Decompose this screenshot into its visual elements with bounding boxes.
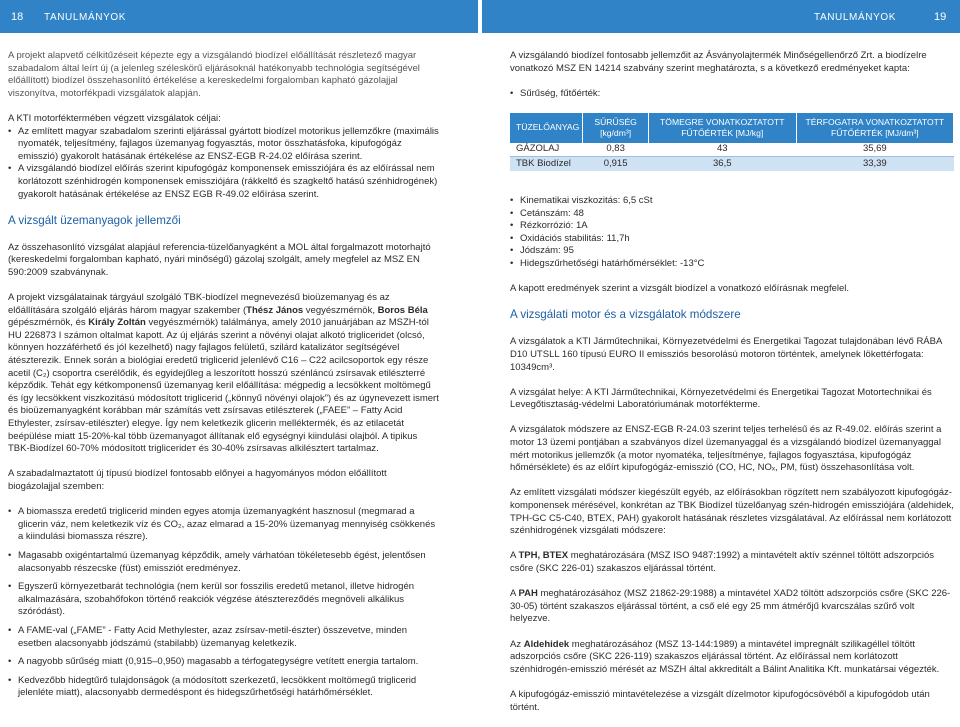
table-cell: 35,69 [796,143,953,157]
list-item: • Egyszerű környezetbarát technológia (nem kerül sor fosszilis eredetű metanol, illetve hidrogén alkalmazására, szobahőfokon történő reakciók végzése átésztereződés megnöveli alkálikus szóródást). [8,581,440,619]
inventor-name: Boros Béla [377,304,428,316]
left-page-header [0,0,478,33]
page-number-right: 19 [934,11,947,23]
list-item: • Jódszám: 95 [510,245,954,258]
list-item: • Hidegszűrhetőségi határhőmérséklet: -13°C [510,258,954,271]
table-cell: 0,83 [583,143,649,157]
list-item: • A FAME-val („FAME” - Fatty Acid Methylester, azaz zsírsav-metil-észter) összevetve, minden esetben alacsonyabb jódszámú (stabilabb) üzemanyag keletkezik. [8,625,440,650]
list-item: • Kinematikai viszkozitás: 6,5 cSt [510,195,954,208]
section-title-left: TANULMÁNYOK [44,12,126,23]
paragraph: A vizsgálat helye: A KTI Járműtechnikai, Környezetvédelmi és Energetikai Tagozat Motortechnikai és Levegőtisztaság-védelmi Laboratóriumának motorfékterme. [510,386,932,411]
paragraph: A vizsgálatok módszere az ENSZ-EGB R-24.03 szerint teljes terhelésű és az R-49.02. előírás szerint a motor 13 üzemi pontjában a szabványos dízel üzemanyaggal és a vizsgálandó biodízel üzemanyaggal mért motorikus jellemzők (a motor nyomatéka, teljesítménye, fajlagos fogyasztása, kipufogógáz hőmérséklete) és az előírt kipufogógáz-emisszió (CO, HC, NOₓ, PM, füst) összehasonlítása volt. [510,424,942,474]
paragraph: A TPH, BTEX meghatározására (MSZ ISO 9487:1992) a mintavételt aktív szénnel töltött adszorpciós csőre (SKC 226-01) szakaszos eljárással történt. [510,550,935,574]
section-heading-fuels: A vizsgált üzemanyagok jellemzői [8,213,181,227]
list-item: • Cetánszám: 48 [510,208,954,221]
column-header: SŰRŰSÉG [kg/dm³] [583,113,649,143]
table-cell: 36,5 [648,157,796,171]
paragraph: A kapott eredmények szerint a vizsgált biodízel a vonatkozó előírásnak megfelel. [510,283,850,295]
table-cell: 33,39 [796,157,953,171]
paragraph: A PAH meghatározásához (MSZ 21862-29:1988) a mintavétel XAD2 töltött adszorpciós csőre (SKC 226-30-05) történt szakaszos eljárással történt, a cső elé egy 25 mm átmérőjű kvarcszálas szűrő volt helyezve. [510,588,951,625]
right-column [510,50,954,727]
right-page-header [482,0,960,33]
goals-title: A KTI motorféktermében végzett vizsgálatok céljai: [8,112,221,124]
table-row [510,157,954,171]
goals-list [8,126,440,202]
paragraph: A szabadalmaztatott új típusú biodízel fontosabb előnyei a hagyományos módon előállított biogázolajjal szemben: [8,468,387,492]
inventor-name: Thész János [246,304,304,316]
list-item: • A biomassza eredetű triglicerid minden egyes atomja üzemanyagként hasznosul (megmarad a glicerin váz, nem keletkezik víz és CO₂, azaz elmarad a 15-20% üzemanyag mennyiség csökkenés a kiindulási biomassza részre). [8,506,440,544]
list-item: • Rézkorrózió: 1A [510,220,954,233]
table-cell: TBK Biodízel [510,157,583,171]
list-item: • Az említett magyar szabadalom szerinti eljárással gyártott biodízel motorikus jellemzőkre (maximális nyomaték, teljesítmény, fajlagos üzemanyag fogyasztás, motor összhatásfoka, kipufogógáz emisszió) gyakorolt hatásának értékelése az ENSZ-EGB R-24.02 előírása szerint. [8,126,440,164]
page-number-left: 18 [11,11,24,23]
advantages-list [8,506,440,700]
table-cell: 43 [648,143,796,157]
inventor-name: Király Zoltán [88,317,146,329]
section-title-right: TANULMÁNYOK [814,12,896,23]
paragraph: Az Aldehidek meghatározásához (MSZ 13-144:1989) a mintavétel impregnált szilikagéllel töltött adszorpciós csőre (SKC 226-119) szakaszos eljárással történt. Az előírással nem korlátozott szénhidrogén-emisszió mérését az MSZH által akkreditált a Bálint Analitika Kft. munkatársai végezték. [510,638,940,675]
table-header-row [510,113,954,143]
list-item: • Oxidációs stabilitás: 11,7h [510,233,954,246]
list-item: • Kedvezőbb hidegtűrő tulajdonságok (a módosított szerkezetű, lecsökkent moltömegű triglicerid jelenléte miatt), alacsonyabb dermedéspont és hidegszűrhetőségi határhőmérséklet. [8,675,440,700]
table-row [510,143,954,157]
paragraph: A vizsgálatok a KTI Járműtechnikai, Környezetvédelmi és Energetikai Tagozat tulajdonában lévő RÁBA D10 UTSLL 160 típusú EURO II emissziós besorolású motoron történtek, amelynek lökettérfogata: 10349cm³. [510,336,942,373]
table-cell: GÁZOLAJ [510,143,583,157]
density-bullet: • Sűrűség, fűtőérték: [510,88,954,101]
column-header: TÜZELŐANYAG [510,113,583,143]
column-header: TÖMEGRE VONATKOZTATOTT FŰTŐÉRTÉK [MJ/kg] [648,113,796,143]
paragraph: A projekt vizsgálatainak tárgyául szolgáló TBK-biodízel megnevezésű bioüzemanyag és az előállítására szolgáló eljárás három magyar szakember (Thész János vegyészmérnök, Boros Béla gépészmérnök, és Király Zoltán vegyészmérnök) találmánya, amely 2010 januárjában az MSZH-tól HU 226873 I számon oltalmat kapott. Az új eljárás szerint a növényi olajat alkotó trigliceridet (olcsó, könnyen hozzáférhető és jól kezelhető) nagy fajlagos felületű, szilárd katalizátor segítségével átészterezik. Ennek során a biológiai eredetű triglicerid jelenlévő C16 – C22 acilcsoportok egy része acetil (C₂) csoportra cserélődik, és egyidejűleg a leszorított hosszú szénláncú zsírsavak etilészterré képződik. Tehát egy kétkomponensű üzemanyag keril előállítása: mégpedig a lecsökkent moltömegű és így lecsökkent viszkozitású módosított triglicerid („könnyű növényi olajok”) és az úgynevezett ismert és bioüzemanyagként korábban már számítás vett zsírsavas etilészterek („FAEE” – Fatty Acid Ethylester, zsírsav-etilészter) elegye. Így nem keletkezik glicerin melléktermék, és az etilacetát beépülése miatt 15-20%-kal több üzemanyagot állítanak elő egységnyi kiindulási olajból. A tipikus TBK-Biodízel 60-70% módosított triglicerideт és 30-40% zsírsavas alkilésztert tartalmaz. [8,292,439,455]
list-item: • A nagyobb sűrűség miatt (0,915–0,950) magasabb a térfogategységre vetített energia tartalom. [8,656,440,669]
paragraph: Az összehasonlító vizsgálat alapjául referencia-tüzelőanyagként a MOL által forgalmazott motorhajtó (kereskedelmi forgalomban kapható, nyári minőségű) gázolaj szolgált, amely megfelel az MSZ EN 590:2009 szabványnak. [8,241,431,278]
intro-paragraph: A projekt alapvető célkitűzéseit képezte egy a vizsgálandó biodízel előállítását részletező magyar szabadalom által leírt új (a jelenleg széleskörű eljárásoknál hatékonyabb technológia segítségével előállított) biodízel összehasonlító értékelése a kereskedelmi forgalomban kapható gázolajjal viszonyítva, motorfékpadi vizsgálatok alapján. [8,50,420,99]
table-cell: 0,915 [583,157,649,171]
paragraph: A kipufogógáz-emisszió mintavételezése a vizsgált dízelmotor kipufogócsövéből a kipufogódob után történt. [510,688,930,713]
paragraph: A vizsgálandó biodízel fontosabb jellemzőit az Ásványolajtermék Minőségellenőrző Zrt. a biodízelre vonatkozó MSZ EN 14214 szabvány szerint meghatározta, s a következő eredményeket kapta: [510,50,927,74]
list-item: • Magasabb oxigéntartalmú üzemanyag képződik, amely várhatóan tökéletesebb égést, jelentősen alacsonyabb részecske (füst) emissziót eredményez. [8,550,440,575]
left-column [8,50,440,713]
list-item: • A vizsgálandó biodízel előírás szerint kipufogógáz komponensek emissziójára és az előírással nem korlátozott szénhidrogén komponensek emissziójára (rákkeltő és szagkeltő hatású szénhidrogének) gyakorolt hatásának értékelése az ENSZ EGB R-49.02 előírása szerint. [8,163,440,201]
column-header: TÉRFOGATRA VONATKOZTATOTT FŰTŐÉRTÉK [MJ/dm³] [796,113,953,143]
paragraph: Az említett vizsgálati módszer kiegészült egyéb, az előírásokban rögzített nem szabályozott kipufogógáz-komponensek mérésével, konkrétan az TBK Biodízel tüzelőanyag szén-hidrogén emissziójára (aldehidek, TPH-GC C5-C40, BTEX, PAH) gyakorolt hatásának részletes vizsgálatával. Az előírással nem korlátozott szénhidrogének vizsgálati módszere: [510,487,954,537]
section-heading-methods: A vizsgálati motor és a vizsgálatok módszere [510,308,741,322]
fuel-properties-table [510,113,954,171]
properties-list [510,195,954,271]
